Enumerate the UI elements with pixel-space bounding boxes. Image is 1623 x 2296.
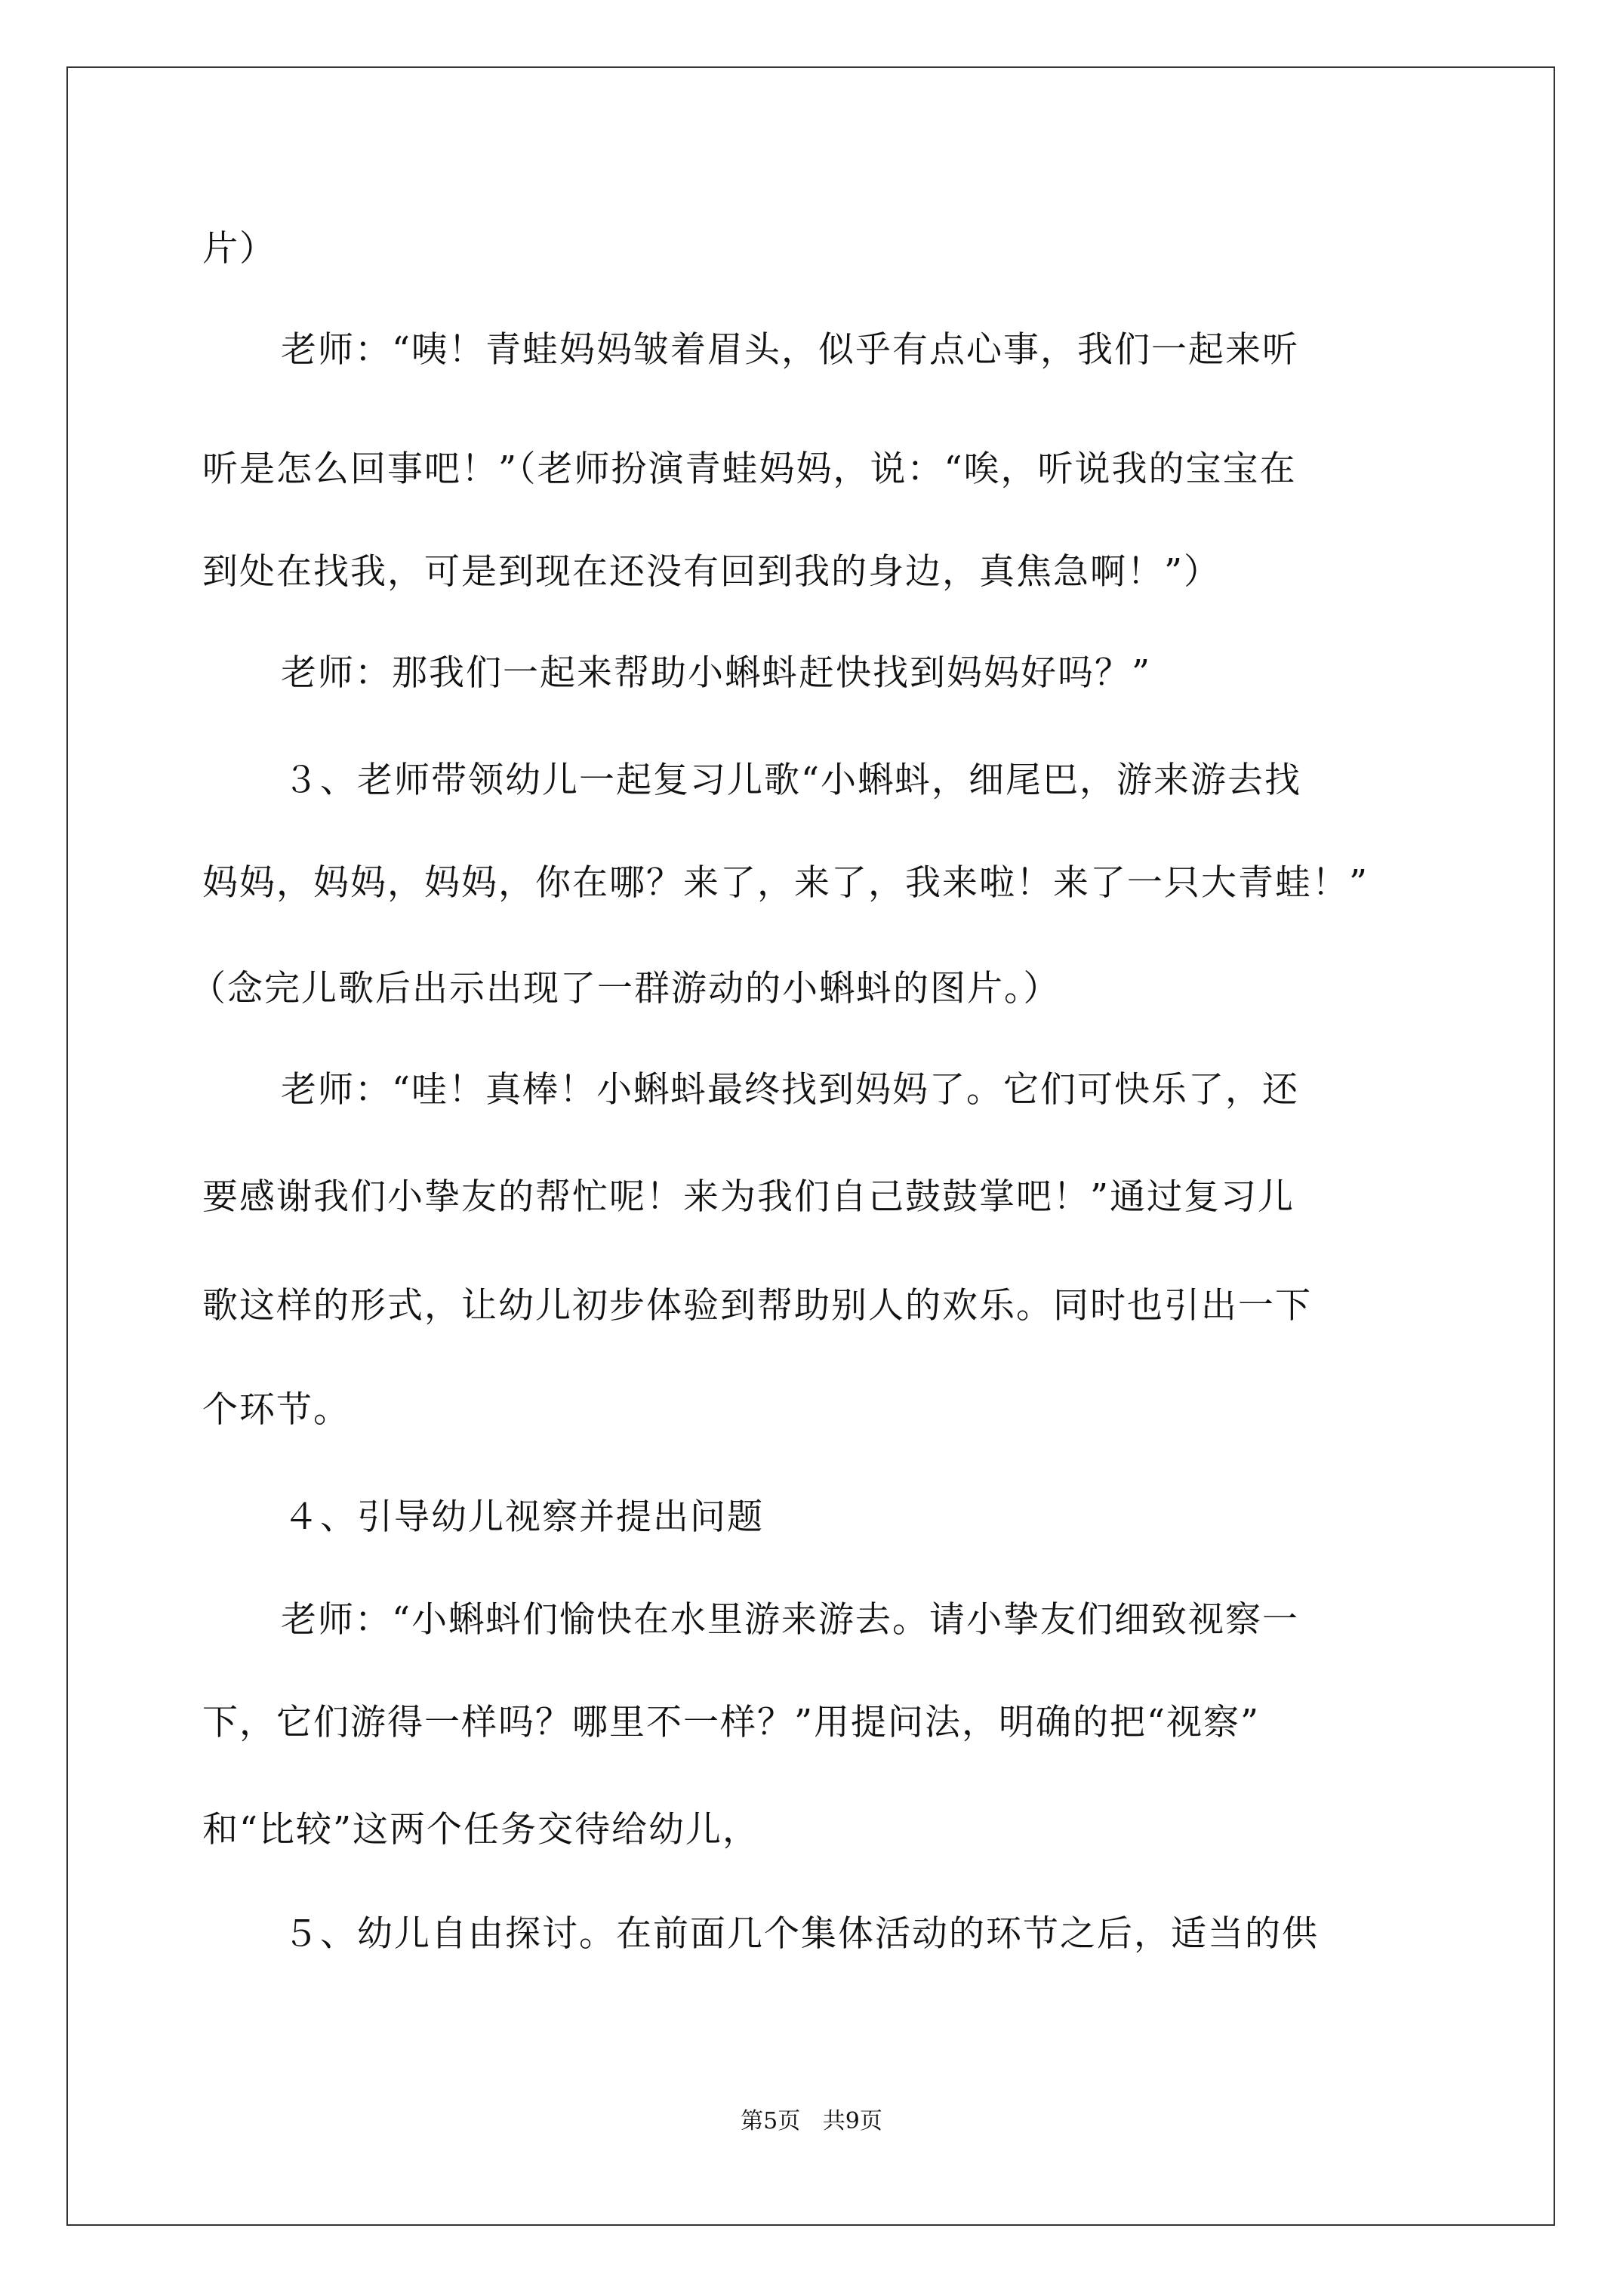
- text-line: 妈妈，妈妈，妈妈，你在哪？来了，来了，我来啦！来了一只大青蛙！”: [202, 862, 1369, 904]
- text-line: 老师：那我们一起来帮助小蝌蚪赶快找到妈妈好吗？”: [281, 652, 1152, 694]
- text-line: 老师：“哇！真棒！小蝌蚪最终找到妈妈了。它们可快乐了，还: [281, 1069, 1300, 1111]
- text-line: （念完儿歌后出示出现了一群游动的小蝌蚪的图片。）: [190, 968, 1061, 1009]
- text-line: 到处在找我，可是到现在还没有回到我的身边，真焦急啊！”）: [202, 551, 1221, 593]
- text-line: 下，它们游得一样吗？哪里不一样？”用提问法，明确的把“视察”: [202, 1702, 1261, 1743]
- text-line: 个环节。: [202, 1389, 350, 1431]
- page-border: [66, 66, 1555, 2226]
- text-line: 要感谢我们小挚友的帮忙呢！来为我们自己鼓鼓掌吧！”通过复习儿: [202, 1176, 1295, 1218]
- text-line: ４、引导幼儿视察并提出问题: [283, 1496, 764, 1538]
- text-line: ３、老师带领幼儿一起复习儿歌“小蝌蚪，细尾巴，游来游去找: [283, 760, 1302, 801]
- text-line: 片）: [202, 228, 276, 270]
- page-total: 共9页: [822, 2108, 882, 2134]
- text-line: 歌这样的形式，让幼儿初步体验到帮助别人的欢乐。同时也引出一下: [202, 1285, 1312, 1327]
- text-line: 老师：“咦！青蛙妈妈皱着眉头，似乎有点心事，我们一起来听: [281, 329, 1300, 371]
- page-footer: [0, 2106, 1623, 2137]
- text-line: 和“比较”这两个任务交待给幼儿，: [202, 1809, 760, 1851]
- text-line: 听是怎么回事吧！”（老师扮演青蛙妈妈，说：“唉，听说我的宝宝在: [202, 448, 1297, 490]
- page-number: 第5页: [741, 2108, 801, 2134]
- text-line: 老师：“小蝌蚪们愉快在水里游来游去。请小挚友们细致视察一: [281, 1599, 1300, 1641]
- text-line: ５、幼儿自由探讨。在前面几个集体活动的环节之后，适当的供: [283, 1913, 1319, 1955]
